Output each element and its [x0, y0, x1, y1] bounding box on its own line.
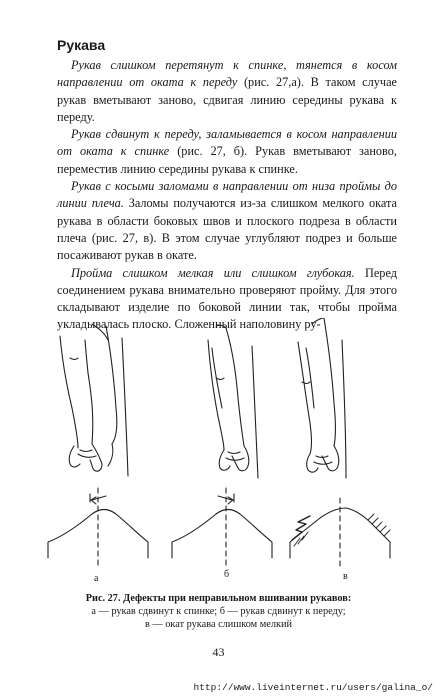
figure-label-b: б — [224, 569, 230, 580]
paragraph-sleeve-pulled-back: Рукав слишком перетянут к спинке, тянется в косом направлении от оката к переду (рис. 27,а). В таком случае рукав вметывают заново, сдвигая линию середины рукава к переду. — [57, 58, 397, 124]
sleeve-sketch-b — [208, 325, 258, 478]
sleeve-sketch-a — [60, 324, 128, 476]
figure-caption — [40, 592, 397, 631]
sleeve-cap-pattern-c — [290, 498, 390, 568]
page-number: 43 — [212, 645, 225, 659]
paragraph-armhole-depth: Пройма слишком мелкая или слишком глубокая. Перед соединением рукава внимательно проверяют пройму. Для этого складывают изделие по боковой линии так, чтобы пройма укладывалась плоско. Сложенный наполовину ру- — [57, 265, 397, 332]
footer-url: http://www.liveinternet.ru/users/galina_o/ — [193, 682, 433, 693]
figure-27-illustration — [40, 318, 400, 583]
caption-line-2: в — окат рукава слишком мелкий — [144, 619, 293, 630]
sleeve-cap-pattern-b — [172, 488, 272, 568]
paragraph-sleeve-shifted-forward: Рукав сдвинут к переду, заламывается в косом направлении от оката к спинке (рис. 27, б). Рукав вметывают заново, переместив линию середины рукава к спинке. — [57, 127, 398, 176]
sleeve-sketch-c — [298, 318, 346, 478]
figure-label-c: в — [343, 571, 348, 582]
caption-title: Рис. 27. Дефекты при неправильном вшивании рукавов: — [85, 593, 352, 604]
paragraph-oblique-creases: Рукав с косыми заломами в направлении от низа проймы до линии плеча. Заломы получаются из-за слишком мелкого оката рукава в области боковых швов и плоского подреза в области плеча (рис. 27, в). В этом случае углубляют подрез и больше посаживают рукав в окате. — [57, 179, 397, 263]
figure-label-a: а — [94, 573, 99, 584]
body-text — [57, 57, 397, 334]
sleeve-cap-pattern-a — [48, 488, 148, 568]
caption-line-1: а — рукав сдвинут к спинке; б — рукав сдвинут к переду; — [91, 606, 346, 617]
section-heading: Рукава — [57, 37, 106, 53]
